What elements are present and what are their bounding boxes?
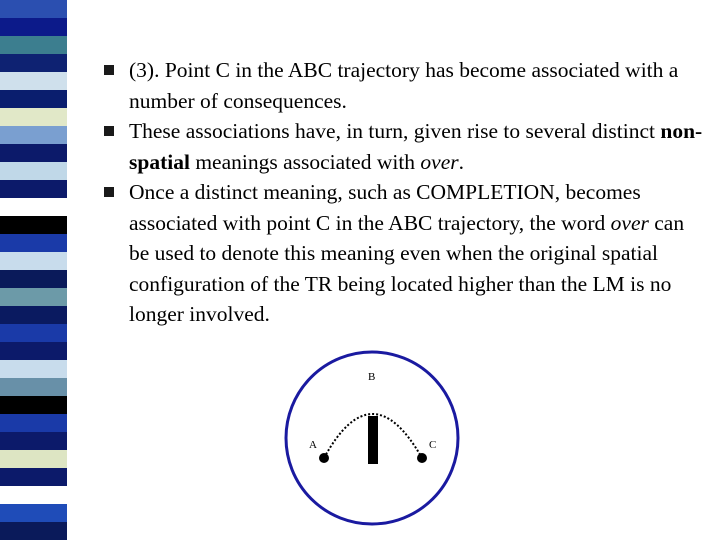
stripe-segment — [0, 234, 67, 252]
square-bullet-icon — [104, 65, 114, 75]
stripe-segment — [0, 90, 67, 108]
stripe-segment — [0, 342, 67, 360]
square-bullet-icon — [104, 126, 114, 136]
stripe-segment — [0, 450, 67, 468]
stripe-segment — [0, 54, 67, 72]
stripe-segment — [0, 522, 67, 540]
stripe-segment — [0, 18, 67, 36]
stripe-segment — [0, 504, 67, 522]
bullet-item — [104, 177, 704, 330]
point-c-dot — [417, 453, 427, 463]
stripe-segment — [0, 324, 67, 342]
slide-content — [104, 55, 704, 330]
point-b-label: B — [368, 371, 376, 383]
stripe-segment — [0, 252, 67, 270]
text-run: non-spatial — [129, 119, 703, 174]
square-bullet-icon — [104, 187, 114, 197]
stripe-segment — [0, 432, 67, 450]
stripe-segment — [0, 72, 67, 90]
stripe-segment — [0, 378, 67, 396]
text-run: over — [420, 149, 459, 174]
stripe-segment — [0, 0, 67, 18]
point-a-label: A — [309, 439, 317, 451]
text-run: over — [610, 210, 649, 235]
point-a-dot — [319, 453, 329, 463]
bullet-item — [104, 55, 704, 116]
landmark-bar — [368, 416, 378, 464]
stripe-segment — [0, 36, 67, 54]
bullet-text — [129, 55, 704, 116]
stripe-segment — [0, 414, 67, 432]
stripe-segment — [0, 108, 67, 126]
stripe-segment — [0, 162, 67, 180]
stripe-segment — [0, 216, 67, 234]
bullet-item — [104, 116, 704, 177]
stripe-segment — [0, 396, 67, 414]
stripe-segment — [0, 486, 67, 504]
text-run: (3). Point C in the ABC trajectory has become associated with a number of consequences. — [129, 58, 679, 113]
text-run: . — [458, 149, 464, 174]
text-run: These associations have, in turn, given rise to several distinct — [129, 119, 661, 143]
stripe-segment — [0, 198, 67, 216]
stripe-segment — [0, 144, 67, 162]
stripe-segment — [0, 180, 67, 198]
abc-trajectory-diagram — [284, 350, 460, 526]
text-run: meanings associated with — [189, 149, 421, 174]
bullet-text — [129, 177, 704, 330]
stripe-segment — [0, 288, 67, 306]
stripe-segment — [0, 270, 67, 288]
stripe-segment — [0, 126, 67, 144]
stripe-segment — [0, 306, 67, 324]
text-run: can be used to denote this meaning even when the original spatial configuration of the TR being located higher than the LM is no longer involved. — [129, 210, 685, 326]
stripe-segment — [0, 360, 67, 378]
point-c-label: C — [429, 439, 437, 451]
text-run: Once a distinct meaning, such as COMPLETION, becomes associated with point C in the ABC trajectory, the word — [129, 180, 641, 235]
stripe-segment — [0, 468, 67, 486]
decorative-stripe-bar — [0, 0, 67, 540]
bullet-text — [129, 116, 704, 177]
